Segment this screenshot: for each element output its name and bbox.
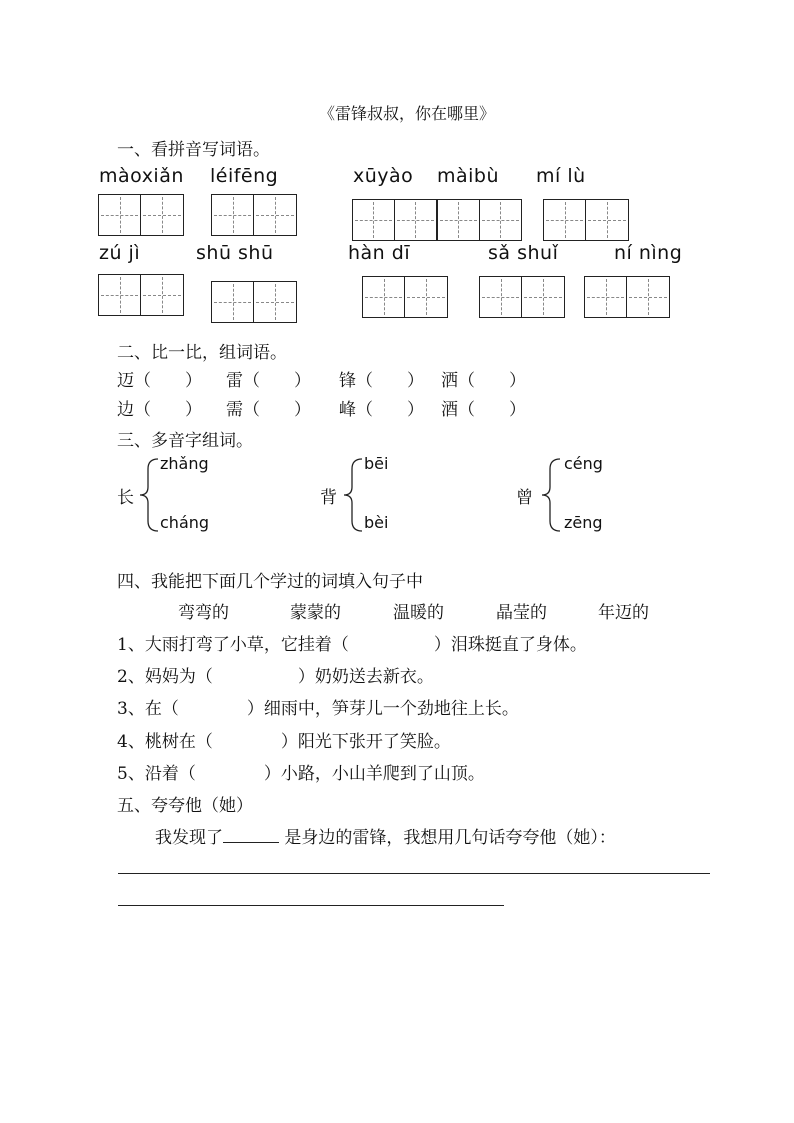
fill-sentence-3: 3、在（ ）细雨中，笋芽儿一个劲地往上长。 [117, 699, 519, 719]
writing-grid-3[interactable] [352, 199, 437, 241]
answer-line-1[interactable] [118, 873, 710, 874]
word-bank-item-3: 温暖的 [393, 603, 444, 623]
compare-item-8: 酒（ ） [441, 400, 526, 420]
polyphone-reading-top-3: céng [564, 454, 603, 473]
word-bank-item-5: 年迈的 [598, 603, 649, 623]
brace-icon [138, 457, 160, 533]
fill-sentence-5: 5、沿着（ ）小路，小山羊爬到了山顶。 [117, 764, 485, 784]
fill-sentence-4: 4、桃树在（ ）阳光下张开了笑脸。 [117, 732, 451, 752]
compare-item-2: 雷（ ） [226, 371, 311, 391]
pinyin-2: léifēng [210, 165, 279, 187]
pinyin-8: hàn dī [348, 242, 411, 264]
pinyin-4: màibù [437, 165, 500, 187]
writing-grid-9[interactable] [479, 276, 565, 318]
brace-icon [540, 457, 562, 533]
page-title: 《雷锋叔叔，你在哪里》 [319, 104, 496, 123]
polyphone-reading-bottom-2: bèi [364, 513, 389, 532]
writing-grid-1[interactable] [98, 194, 184, 236]
fill-sentence-2: 2、妈妈为（ ）奶奶送去新衣。 [117, 667, 434, 687]
polyphone-char-2: 背 [320, 488, 337, 508]
fill-sentence-1: 1、大雨打弯了小草，它挂着（ ）泪珠挺直了身体。 [117, 635, 587, 655]
writing-grid-10[interactable] [584, 276, 670, 318]
polyphone-reading-bottom-1: cháng [160, 513, 210, 532]
writing-grid-7[interactable] [211, 281, 297, 323]
section4-heading: 四、我能把下面几个学过的词填入句子中 [117, 572, 423, 592]
section3-heading: 三、多音字组词。 [117, 431, 253, 451]
compare-item-6: 需（ ） [226, 400, 311, 420]
pinyin-9: sǎ shuǐ [488, 242, 559, 264]
compare-item-5: 边（ ） [117, 400, 202, 420]
polyphone-char-1: 长 [117, 488, 134, 508]
praise-prompt [155, 823, 616, 848]
compare-item-4: 洒（ ） [441, 371, 526, 391]
section5-heading: 五、夸夸他（她） [117, 796, 253, 816]
praise-prompt-before: 我发现了 [155, 828, 223, 848]
polyphone-char-3: 曾 [516, 488, 533, 508]
word-bank-item-2: 蒙蒙的 [290, 603, 341, 623]
pinyin-1: màoxiǎn [99, 165, 184, 187]
pinyin-3: xūyào [353, 165, 414, 187]
writing-grid-6[interactable] [98, 274, 184, 316]
polyphone-reading-bottom-3: zēng [564, 513, 603, 532]
answer-line-2[interactable] [118, 905, 504, 906]
compare-item-1: 迈（ ） [117, 371, 202, 391]
word-bank-item-4: 晶莹的 [496, 603, 547, 623]
writing-grid-5[interactable] [543, 199, 629, 241]
brace-icon [342, 457, 364, 533]
pinyin-6: zú jì [99, 242, 141, 264]
pinyin-7: shū shū [196, 242, 274, 264]
writing-grid-4[interactable] [437, 199, 522, 241]
section1-heading: 一、看拼音写词语。 [117, 140, 270, 160]
polyphone-reading-top-1: zhǎng [160, 454, 209, 473]
praise-name-blank[interactable] [223, 828, 279, 843]
writing-grid-8[interactable] [362, 276, 448, 318]
pinyin-5: mí lù [536, 165, 586, 187]
word-bank-item-1: 弯弯的 [178, 603, 229, 623]
writing-grid-2[interactable] [211, 194, 297, 236]
pinyin-10: ní nìng [614, 242, 683, 264]
polyphone-reading-top-2: bēi [364, 454, 389, 473]
compare-item-3: 锋（ ） [339, 371, 424, 391]
compare-item-7: 峰（ ） [339, 400, 424, 420]
section2-heading: 二、比一比，组词语。 [117, 343, 287, 363]
praise-prompt-after: 是身边的雷锋，我想用几句话夸夸他（她）： [284, 828, 616, 848]
